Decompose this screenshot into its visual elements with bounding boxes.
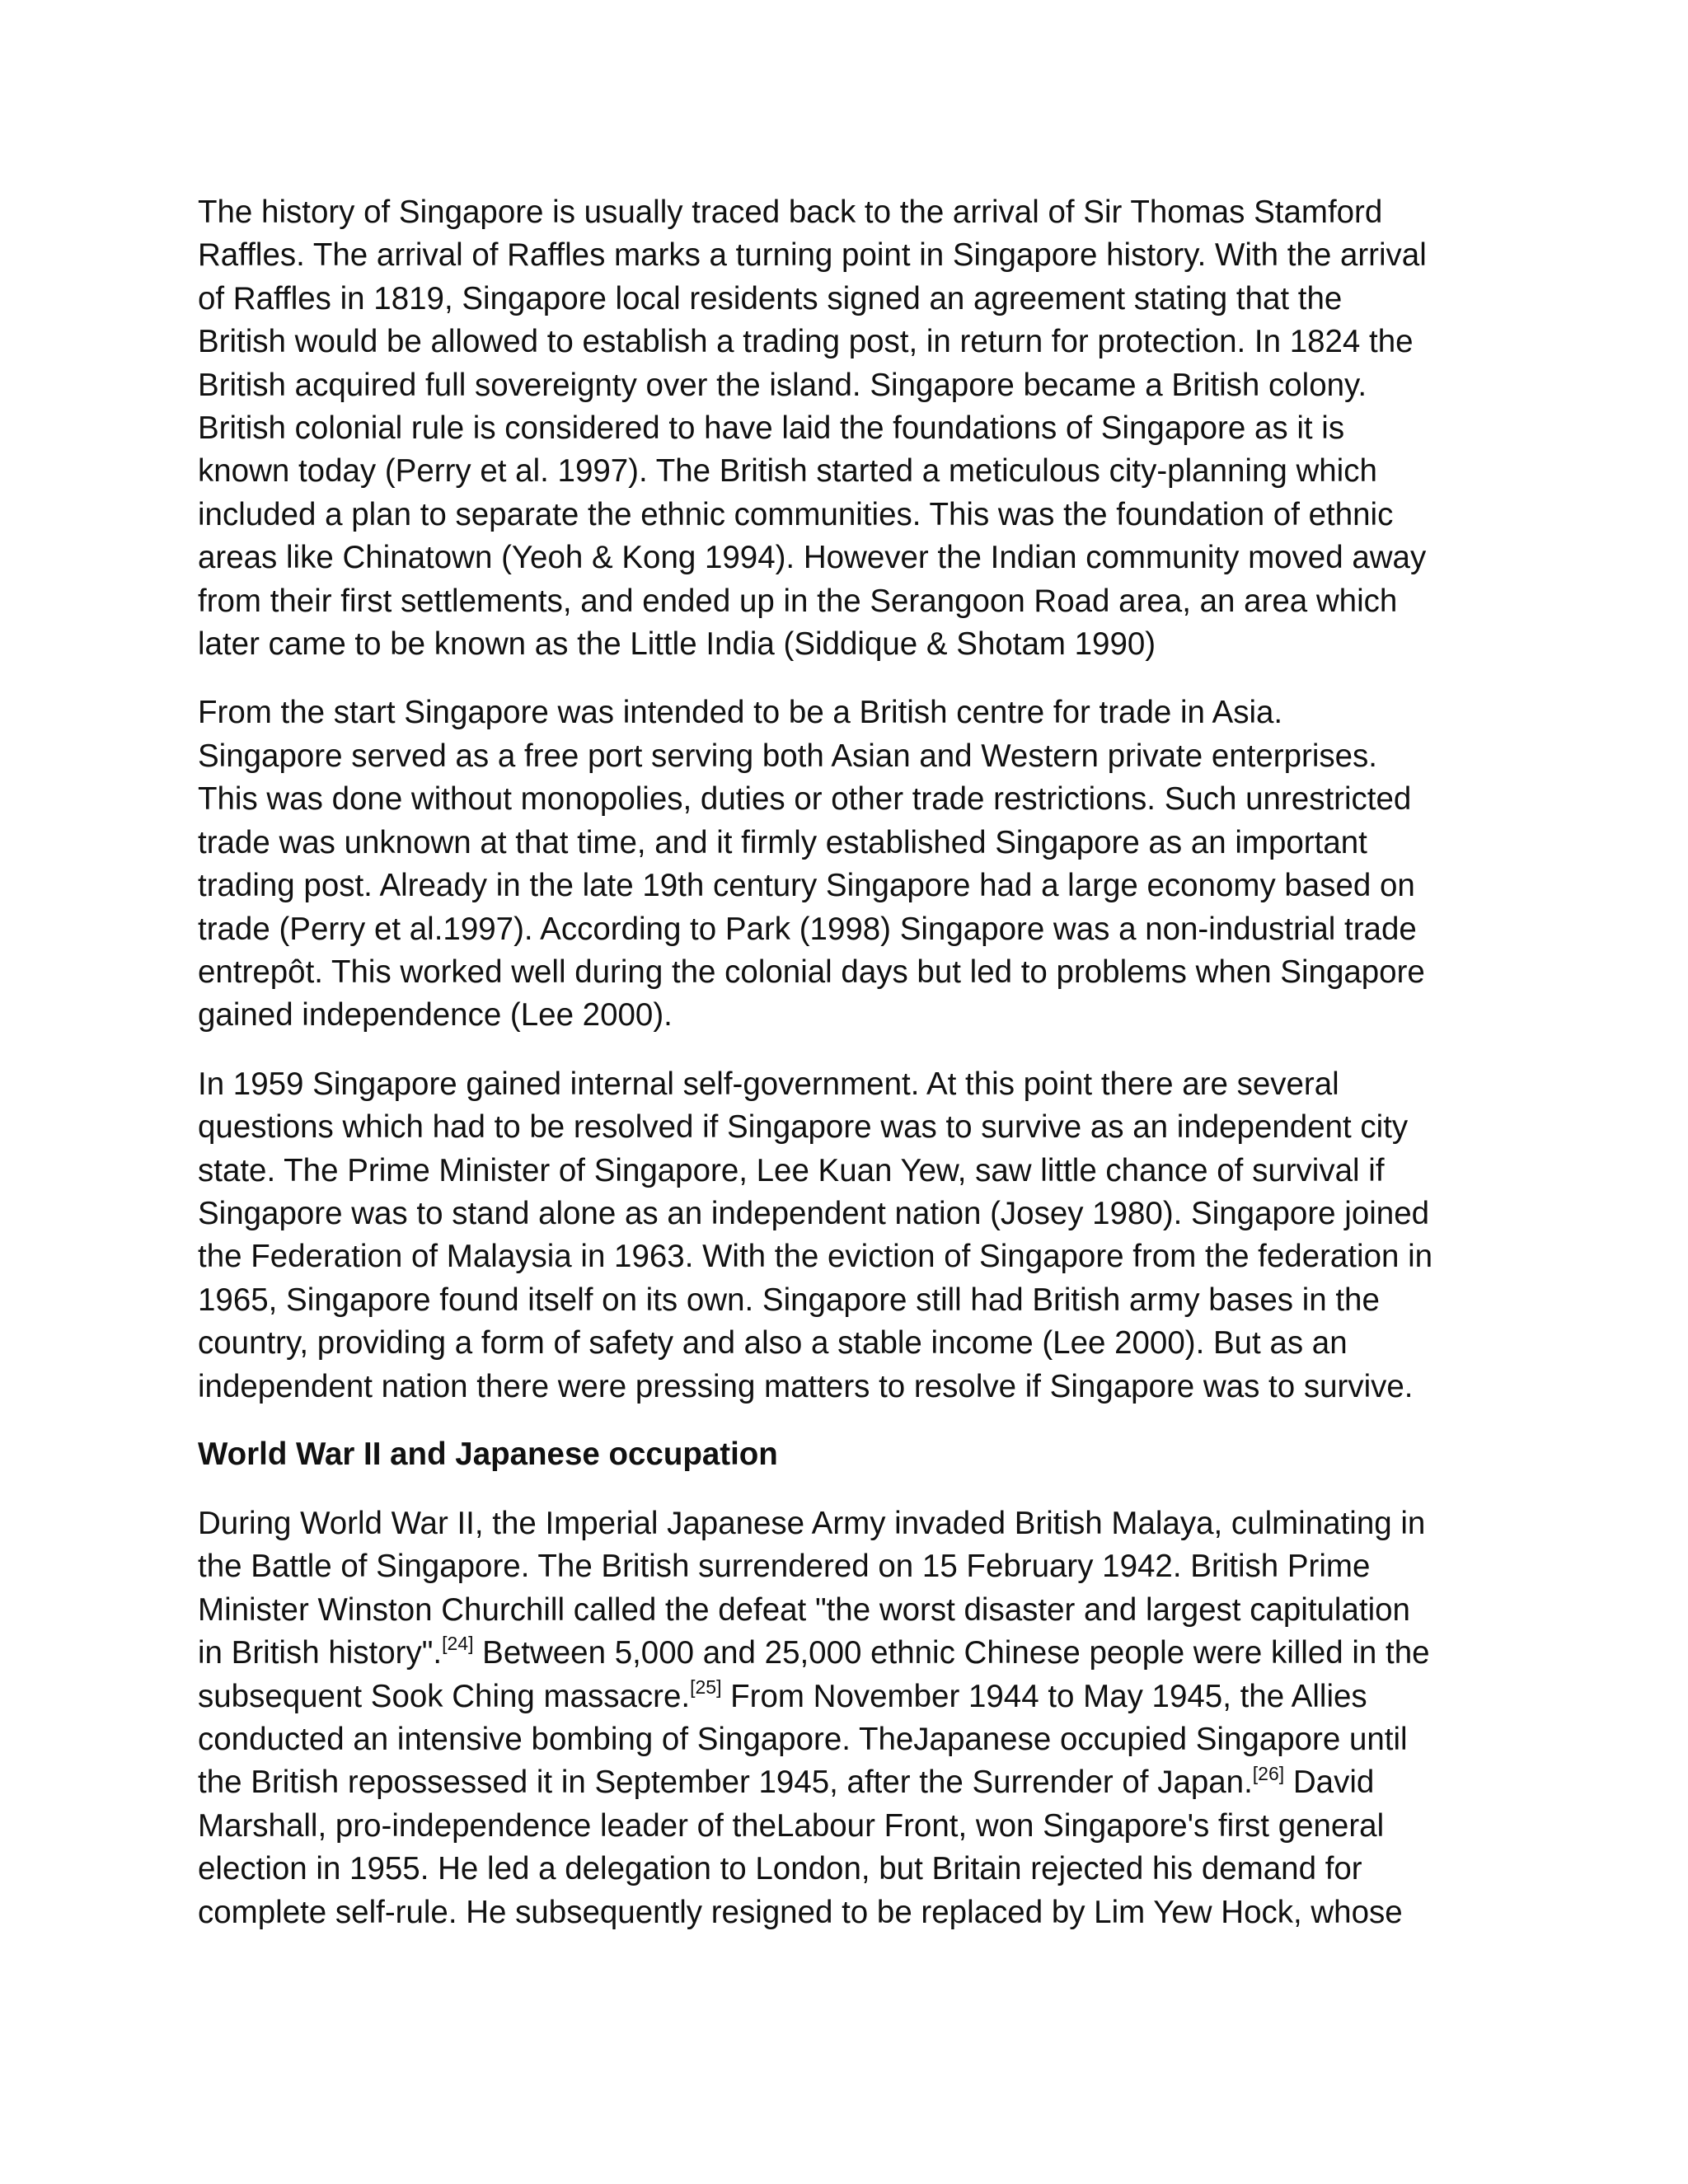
text-line: Singapore served as a free port serving both Asian and Western private enterprises. — [198, 738, 1378, 774]
text-line — [198, 1632, 1517, 1675]
text-line: trade was unknown at that time, and it firmly established Singapore as an important — [198, 824, 1367, 860]
text-line: British would be allowed to establish a trading post, in return for protection. In 1824 the — [198, 324, 1414, 360]
text-line: British acquired full sovereignty over the island. Singapore became a British colony. — [198, 367, 1367, 403]
text-segment: From November 1944 to May 1945, the Allies — [721, 1678, 1367, 1714]
text-line: entrepôt. This worked well during the colonial days but led to problems when Singapore — [198, 954, 1425, 990]
paragraph-self-government — [198, 1063, 1517, 1408]
citation-ref-24[interactable]: [24] — [442, 1633, 474, 1655]
text-line: later came to be known as the Little India (Siddique & Shotam 1990) — [198, 626, 1156, 663]
paragraph-raffles — [198, 191, 1517, 666]
text-line: from their first settlements, and ended up in the Serangoon Road area, an area which — [198, 583, 1398, 619]
text-segment: David — [1284, 1765, 1375, 1801]
text-line: the Federation of Malaysia in 1963. With the eviction of Singapore from the federation in — [198, 1239, 1433, 1275]
text-line: election in 1955. He led a delegation to London, but Britain rejected his demand for — [198, 1851, 1362, 1887]
text-line: From the start Singapore was intended to be a British centre for trade in Asia. — [198, 695, 1283, 731]
text-line: The history of Singapore is usually traced back to the arrival of Sir Thomas Stamford — [198, 194, 1383, 230]
text-line: Singapore was to stand alone as an independent nation (Josey 1980). Singapore joined — [198, 1195, 1430, 1231]
text-line: trading post. Already in the late 19th century Singapore had a large economy based on — [198, 868, 1415, 904]
paragraph-ww2 — [198, 1502, 1517, 1934]
text-line: Raffles. The arrival of Raffles marks a turning point in Singapore history. With the arrival — [198, 237, 1427, 274]
text-segment: in British history". — [198, 1635, 443, 1671]
document-page — [198, 191, 1517, 1934]
text-line: questions which had to be resolved if Singapore was to survive as an independent city — [198, 1109, 1409, 1146]
text-line: known today (Perry et al. 1997). The British started a meticulous city-planning which — [198, 453, 1377, 490]
text-line: In 1959 Singapore gained internal self-government. At this point there are several — [198, 1066, 1339, 1102]
text-line: independent nation there were pressing matters to resolve if Singapore was to survive. — [198, 1368, 1414, 1404]
text-line — [198, 1761, 1517, 1804]
text-line: trade (Perry et al.1997). According to Park (1998) Singapore was a non-industrial trade — [198, 911, 1417, 947]
text-line: British colonial rule is considered to have laid the foundations of Singapore as it is — [198, 410, 1345, 447]
text-line: During World War II, the Imperial Japanese Army invaded British Malaya, culminating in — [198, 1505, 1426, 1541]
text-line: complete self-rule. He subsequently resigned to be replaced by Lim Yew Hock, whose — [198, 1894, 1403, 1930]
text-segment: subsequent Sook Ching massacre. — [198, 1678, 691, 1714]
text-line: state. The Prime Minister of Singapore, Lee Kuan Yew, saw little chance of survival if — [198, 1152, 1385, 1188]
text-segment: Between 5,000 and 25,000 ethnic Chinese people were killed in the — [473, 1635, 1430, 1671]
text-line: This was done without monopolies, duties or other trade restrictions. Such unrestricted — [198, 781, 1412, 818]
text-line: areas like Chinatown (Yeoh & Kong 1994). However the Indian community moved away — [198, 540, 1427, 576]
text-line: conducted an intensive bombing of Singapore. TheJapanese occupied Singapore until — [198, 1722, 1408, 1757]
paragraph-trade — [198, 691, 1517, 1037]
text-line — [198, 1675, 1517, 1718]
text-segment: the British repossessed it in September 1945, after the Surrender of Japan. — [198, 1765, 1253, 1801]
text-line: the Battle of Singapore. The British surrendered on 15 February 1942. British Prime — [198, 1549, 1371, 1585]
text-line: gained independence (Lee 2000). — [198, 997, 673, 1033]
citation-ref-25[interactable]: [25] — [690, 1675, 722, 1698]
text-line: 1965, Singapore found itself on its own. Singapore still had British army bases in the — [198, 1282, 1380, 1318]
text-line: of Raffles in 1819, Singapore local residents signed an agreement stating that the — [198, 280, 1343, 316]
citation-ref-26[interactable]: [26] — [1252, 1762, 1285, 1784]
text-line: Marshall, pro-independence leader of theLabour Front, won Singapore's first general — [198, 1807, 1385, 1844]
text-line: Minister Winston Churchill called the defeat "the worst disaster and largest capitulation — [198, 1591, 1410, 1628]
text-line: included a plan to separate the ethnic communities. This was the foundation of ethnic — [198, 496, 1394, 532]
section-heading: World War II and Japanese occupation — [198, 1436, 778, 1472]
text-line: country, providing a form of safety and also a stable income (Lee 2000). But as an — [198, 1325, 1348, 1361]
